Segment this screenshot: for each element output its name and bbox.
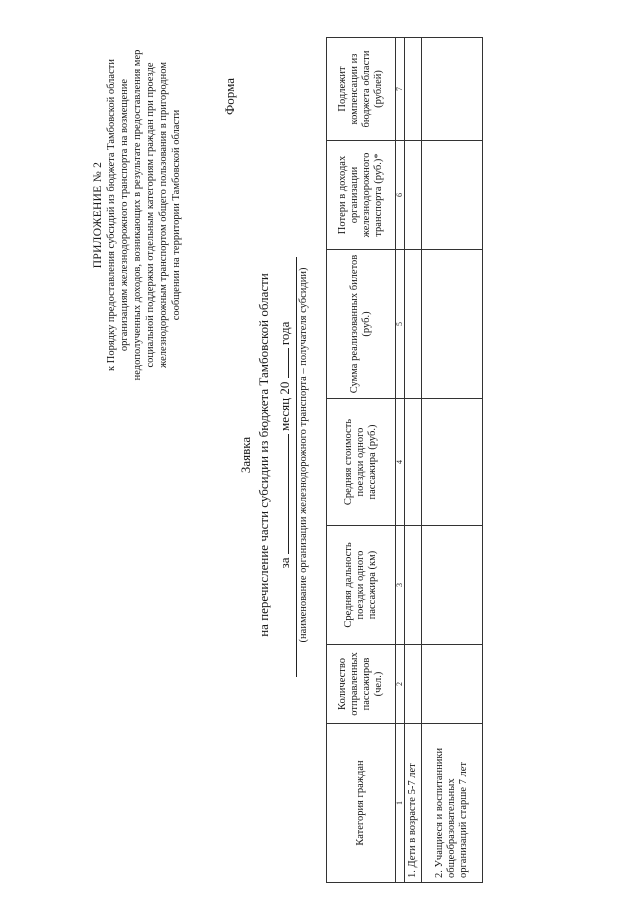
header-passengers: Количество отправленных пассажиров (чел.) <box>327 645 396 724</box>
table-cell <box>405 141 422 250</box>
period-month: месяц 20 <box>277 381 292 431</box>
org-name-line <box>296 257 297 677</box>
table-cell <box>405 399 422 526</box>
table-number-row <box>396 38 405 883</box>
table-cell <box>422 38 483 141</box>
header-category: Категория граждан <box>327 724 396 883</box>
col-number: 3 <box>396 526 405 645</box>
table-cell <box>405 645 422 724</box>
header-avg-cost: Средняя стоимость поездки одного пассажира (руб.) <box>327 399 396 526</box>
table-cell <box>422 399 483 526</box>
period-year-suffix: года <box>277 321 292 346</box>
appendix-block <box>92 45 183 385</box>
form-label: Форма <box>222 78 237 115</box>
table-header-row <box>327 38 396 883</box>
col-number: 2 <box>396 645 405 724</box>
table-row <box>405 38 422 883</box>
col-number: 5 <box>396 250 405 399</box>
appendix-text: к Порядку предоставления субсидий из бюджета Тамбовской области организациям железнодорожного транспорта на возмещение недополученных доходов, возникающих в результате предоставления мер социальной поддержки отдельным категориям граждан при проезде железнодорожным транспортом общего пользования в пригородном сообщении на территории Тамбовской области <box>106 49 182 381</box>
table-row <box>422 38 483 883</box>
header-compensation: Подлежит компенсации из бюджета области (рублей) <box>327 38 396 141</box>
period-prefix: за <box>277 557 292 569</box>
row-category: 2. Учащиеся и воспитанники общеобразовательных организаций старше 7 лет <box>422 724 483 883</box>
header-distance: Средняя дальность поездки одного пассажира (км) <box>327 526 396 645</box>
document-subtitle: на перечисление части субсидии из бюджета Тамбовской области <box>256 273 271 637</box>
document-title: Заявка <box>238 436 253 474</box>
table-cell <box>405 250 422 399</box>
table-cell <box>422 141 483 250</box>
period-line <box>276 245 293 645</box>
col-number: 4 <box>396 399 405 526</box>
table-cell <box>405 526 422 645</box>
table-cell <box>405 38 422 141</box>
subsidy-table <box>326 37 483 883</box>
col-number: 6 <box>396 141 405 250</box>
table-cell <box>422 526 483 645</box>
row-category: 1. Дети в возрасте 5-7 лет <box>405 724 422 883</box>
header-losses: Потери в доходах организации железнодорожного транспорта (руб.)* <box>327 141 396 250</box>
col-number: 7 <box>396 38 405 141</box>
header-tickets-sum: Сумма реализованных билетов (руб.) <box>327 250 396 399</box>
org-caption: (наименование организации железнодорожного транспорта – получателя субсидии) <box>298 267 309 643</box>
appendix-title: ПРИЛОЖЕНИЕ № 2 <box>92 161 104 269</box>
table-cell <box>422 250 483 399</box>
col-number: 1 <box>396 724 405 883</box>
table-cell <box>422 645 483 724</box>
month-blank <box>276 434 289 554</box>
year-blank <box>276 348 289 378</box>
